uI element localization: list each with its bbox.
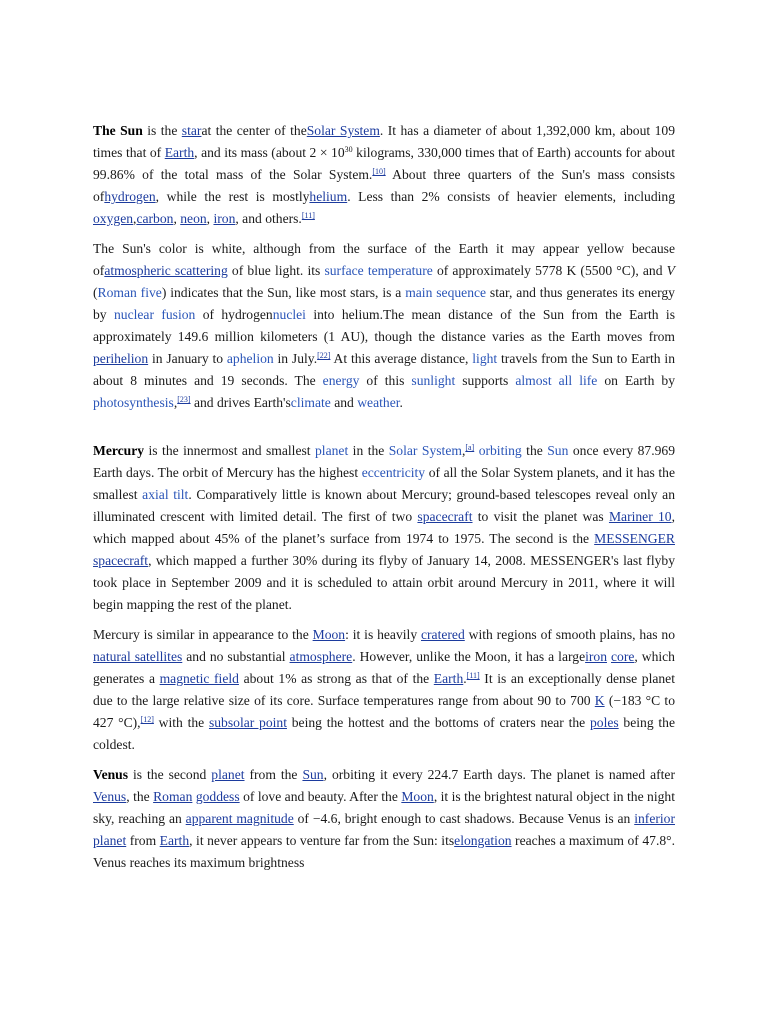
link-orbiting[interactable]: orbiting [478, 443, 522, 458]
link-earth[interactable]: Earth [159, 833, 190, 848]
citation-superscript [317, 351, 330, 360]
mercury-paragraph-2 [93, 624, 675, 756]
link-perihelion[interactable]: perihelion [93, 351, 149, 366]
sun-p1-text: is the starat the center of theSolar System. It has a diameter of about 1,392,000 km, about 109 times that of Earth, and its mass (about $2 \times 10^{30}$ kilograms, 330,000 times that of Earth) accounts for about 99.86% of the total mass of the Solar System.[10] About three quarters of the Sun's mass consists ofhydrogen, while the rest is mostlyhelium. Less than 2% consists of heavier elements, including oxygen,carbon, neon, iron, and others.[11] [93, 123, 676, 226]
link-roman[interactable]: Roman [153, 789, 193, 804]
citation-superscript [302, 211, 315, 220]
citation-link[interactable]: [22] [317, 351, 331, 360]
link-natural-satellites[interactable]: natural satellites [93, 649, 183, 664]
link-energy[interactable]: energy [322, 373, 360, 388]
link-aphelion[interactable]: aphelion [226, 351, 274, 366]
link-main-sequence[interactable]: main sequence [405, 285, 487, 300]
link-neon[interactable]: neon [180, 211, 207, 226]
citation-superscript [467, 671, 480, 680]
citation-link[interactable]: [a] [465, 443, 475, 452]
link-atmospheric-scattering[interactable]: atmospheric scattering [104, 263, 228, 278]
mercury-p2-text: Mercury is similar in appearance to the Moon: it is heavily cratered with regions of smooth plains, has no natural satellites and no substantial atmosphere. However, unlike the Moon, it has a largeiron core, which generates a magnetic field about 1% as strong as that of the Earth.[11] It is an exceptionally dense planet due to the large relative size of its core. Surface temperatures range from about 90 to 700 K (−183 °C to 427 °C),[12] with the subsolar point being the hottest and the bottoms of craters near the poles being the coldest. [93, 627, 675, 752]
citation-superscript [465, 443, 474, 452]
mercury-title: Mercury [93, 443, 145, 458]
link-iron[interactable]: iron [213, 211, 236, 226]
link-earth[interactable]: Earth [433, 671, 464, 686]
italic-text: V [666, 263, 675, 278]
sun-title: The Sun [93, 123, 143, 138]
link-magnetic-field[interactable]: magnetic field [159, 671, 239, 686]
link-moon[interactable]: Moon [312, 627, 346, 642]
link-oxygen[interactable]: oxygen [93, 211, 134, 226]
link-core[interactable]: core [610, 649, 635, 664]
link-sun[interactable]: Sun [547, 443, 569, 458]
sun-paragraph-2 [93, 238, 675, 414]
link-sun[interactable]: Sun [302, 767, 324, 782]
link-eccentricity[interactable]: eccentricity [361, 465, 426, 480]
link-photosynthesis[interactable]: photosynthesis [93, 395, 174, 410]
citation-superscript [141, 715, 154, 724]
citation-link[interactable]: [11] [466, 671, 480, 680]
link-almost-all-life[interactable]: almost all life [515, 373, 598, 388]
link-star[interactable]: star [181, 123, 202, 138]
link-nuclei[interactable]: nuclei [272, 307, 306, 322]
link-sunlight[interactable]: sunlight [411, 373, 456, 388]
link-venus[interactable]: Venus [93, 789, 127, 804]
link-light[interactable]: light [472, 351, 498, 366]
link-subsolar-point[interactable]: subsolar point [208, 715, 287, 730]
link-weather[interactable]: weather [357, 395, 400, 410]
link-atmosphere[interactable]: atmosphere [289, 649, 353, 664]
link-nuclear-fusion[interactable]: nuclear fusion [113, 307, 196, 322]
link-solar-system[interactable]: Solar System [388, 443, 462, 458]
mercury-p1-text: is the innermost and smallest planet in the Solar System,[a] orbiting the Sun once every 87.969 Earth days. The orbit of Mercury has the highest eccentricity of all the Solar System planets, and it has the smallest axial tilt. Comparatively little is known about Mercury; ground-based telescopes reveal only an illuminated crescent with limited detail. The first of two spacecraft to visit the planet was Mariner 10, which mapped about 45% of the planet’s surface from 1974 to 1975. The second is the MESSENGER spacecraft, which mapped a further 30% during its flyby of January 14, 2008. MESSENGER's last flyby took place in September 2009 and it is scheduled to attain orbit around Mercury in 2011, where it will begin mapping the rest of the planet. [93, 443, 675, 612]
link-inferior-planet[interactable]: inferior planet [93, 811, 675, 848]
link-earth[interactable]: Earth [164, 145, 195, 160]
link-cratered[interactable]: cratered [421, 627, 465, 642]
mercury-paragraph-1 [93, 440, 675, 616]
link-roman-five[interactable]: Roman five [97, 285, 162, 300]
link-planet[interactable]: planet [315, 443, 349, 458]
venus-title: Venus [93, 767, 129, 782]
link-surface-temperature[interactable]: surface temperature [324, 263, 433, 278]
venus-p1-text: is the second planet from the Sun, orbiting it every 224.7 Earth days. The planet is named after Venus, the Roman goddess of love and beauty. After the Moon, it is the brightest natural object in the night sky, reaching an apparent magnitude of −4.6, bright enough to cast shadows. Because Venus is an inferior planet from Earth, it never appears to venture far from the Sun: itselongation reaches a maximum of 47.8°. Venus reaches its maximum brightness [93, 767, 675, 870]
venus-paragraph-1 [93, 764, 675, 874]
citation-superscript [177, 395, 190, 404]
document-body [93, 120, 675, 882]
link-helium[interactable]: helium [309, 189, 348, 204]
citation-superscript [372, 167, 385, 176]
link-goddess[interactable]: goddess [195, 789, 240, 804]
link-hydrogen[interactable]: hydrogen [104, 189, 156, 204]
link-mariner-10[interactable]: Mariner 10 [608, 509, 672, 524]
sun-paragraph-1 [93, 120, 675, 230]
link-carbon[interactable]: carbon [136, 211, 174, 226]
link-k[interactable]: K [594, 693, 605, 708]
link-spacecraft[interactable]: spacecraft [417, 509, 473, 524]
link-elongation[interactable]: elongation [454, 833, 512, 848]
sun-p2-text: The Sun's color is white, although from the surface of the Earth it may appear yellow because ofatmospheric scattering of blue light. its surface temperature of approximately 5778 K (5500 °C), and V (Roman five) indicates that the Sun, like most stars, is a main sequence star, and thus generates its energy by nuclear fusion of hydrogennuclei into helium.The mean distance of the Sun from the Earth is approximately 149.6 million kilometers (1 AU), though the distance varies as the Earth moves from perihelion in January to aphelion in July.[22] At this average distance, light travels from the Sun to Earth in about 8 minutes and 19 seconds. The energy of this sunlight supports almost all life on Earth by photosynthesis,[23] and drives Earth'sclimate and weather. [93, 241, 676, 410]
link-messenger-spacecraft[interactable]: MESSENGER spacecraft [93, 531, 675, 568]
citation-link[interactable]: [10] [372, 167, 386, 176]
link-planet[interactable]: planet [211, 767, 245, 782]
link-iron[interactable]: iron [585, 649, 608, 664]
link-apparent-magnitude[interactable]: apparent magnitude [185, 811, 294, 826]
link-solar-system[interactable]: Solar System [306, 123, 380, 138]
citation-link[interactable]: [12] [140, 715, 154, 724]
link-climate[interactable]: climate [290, 395, 331, 410]
link-poles[interactable]: poles [589, 715, 619, 730]
link-axial-tilt[interactable]: axial tilt [142, 487, 189, 502]
link-moon[interactable]: Moon [401, 789, 434, 804]
citation-link[interactable]: [11] [301, 211, 315, 220]
citation-link[interactable]: [23] [177, 395, 191, 404]
exponent: 30 [344, 145, 353, 154]
